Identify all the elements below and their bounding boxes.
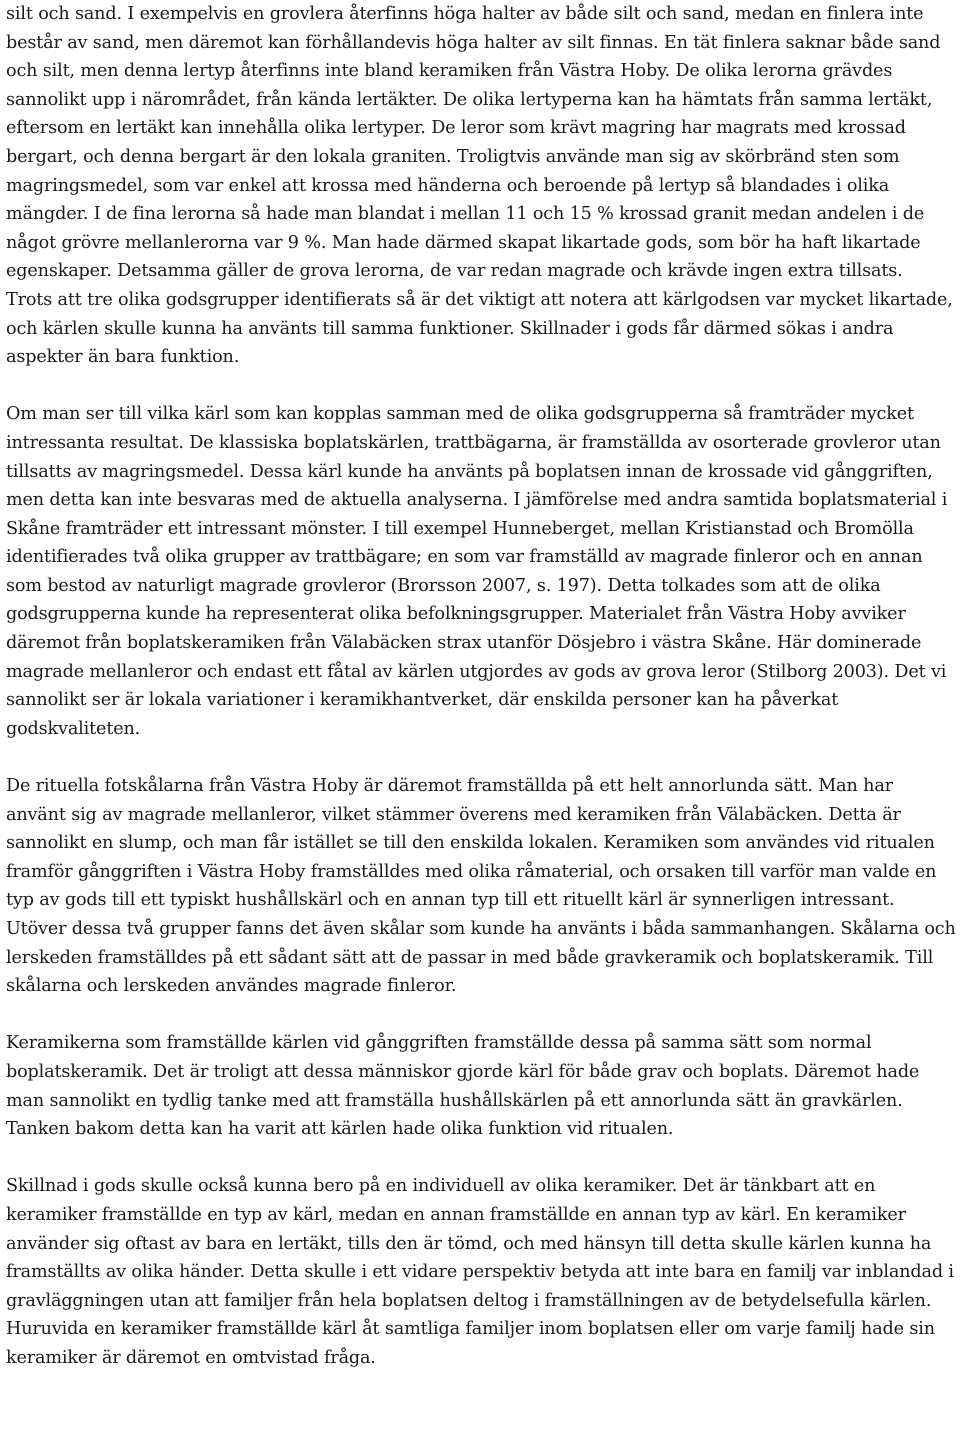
body-paragraph-1: silt och sand. I exempelvis en grovlera återfinns höga halter av både silt och sand, medan en finlera inte består av sand, men däremot kan förhållandevis höga halter av silt finnas. En tät finlera saknar både sand och silt, men denna lertyp återfinns inte bland keramiken från Västra Hoby. De olika lerorna grävdes sannolikt upp i närområdet, från kända lertäkter. De olika lertyperna kan ha hämtats från samma lertäkt, eftersom en lertäkt kan innehålla olika lertyper. De leror som krävt magring har magrats med krossad bergart, och denna bergart är den lokala graniten. Troligtvis använde man sig av skörbränd sten som magringsmedel, som var enkel att krossa med händerna och beroende på lertyp så blandades i olika mängder. I de fina lerorna så hade man blandat i mellan 11 och 15 % krossad granit medan andelen i de något grövre mellanlerorna var 9 %. Man hade därmed skapat likartade gods, som bör ha haft likartade egenskaper. Detsamma gäller de grova lerorna, de var redan magrade och krävde ingen extra tillsats. (6, 4, 941, 282)
paragraph-spacer (6, 1001, 956, 1030)
document-page (6, 0, 956, 1373)
body-paragraph-6: Skillnad i gods skulle också kunna bero på en individuell av olika keramiker. Det är tänkbart att en keramiker framställde en typ av kärl, medan en annan framställde en annan typ av kärl. En keramiker använder sig oftast av bara en lertäkt, tills den är tömd, och med hänsyn till detta skulle kärlen kunna ha framställts av olika händer. Detta skulle i ett vidare perspektiv betyda att inte bara en familj var inblandad i gravläggningen utan att familjer från hela boplatsen deltog i framställningen av de betydelsefulla kärlen. Huruvida en keramiker framställde kärl åt samtliga familjer inom boplatsen eller om varje familj hade sin keramiker är däremot en omtvistad fråga. (6, 1176, 954, 1368)
paragraph-spacer (6, 743, 956, 772)
body-paragraph-2: Trots att tre olika godsgrupper identifierats så är det viktigt att notera att kärlgodsen var mycket likartade, och kärlen skulle kunna ha använts till samma funktioner. Skillnader i gods får därmed sökas i andra aspekter än bara funktion. (6, 289, 953, 368)
paragraph-spacer (6, 1144, 956, 1173)
body-paragraph-4: De rituella fotskålarna från Västra Hoby är däremot framställda på ett helt annorlunda sätt. Man har använt sig av magrade mellanleror, vilket stämmer överens med keramiken från Välabäcken. Detta är sannolikt en slump, och man får istället se till den enskilda lokalen. Keramiken som användes vid ritualen framför gånggriften i Västra Hoby framställdes med olika råmaterial, och orsaken till varför man valde en typ av gods till ett typiskt hushållskärl och en annan typ till ett rituellt kärl är synnerligen intressant. Utöver dessa två grupper fanns det även skålar som kunde ha använts i båda sammanhangen. Skålarna och lerskeden framställdes på ett sådant sätt att de passar in med både gravkeramik och boplatskeramik. Till skålarna och lerskeden användes magrade finleror. (6, 776, 956, 997)
paragraph-spacer (6, 372, 956, 401)
body-paragraph-5: Keramikerna som framställde kärlen vid gånggriften framställde dessa på samma sätt som normal boplatskeramik. Det är troligt att dessa människor gjorde kärl för både grav och boplats. Däremot hade man sannolikt en tydlig tanke med att framställa hushållskärlen på ett annorlunda sätt än gravkärlen. Tanken bakom detta kan ha varit att kärlen hade olika funktion vid ritualen. (6, 1033, 920, 1140)
body-paragraph-3: Om man ser till vilka kärl som kan kopplas samman med de olika godsgrupperna så framträder mycket intressanta resultat. De klassiska boplatskärlen, trattbägarna, är framställda av osorterade grovleror utan tillsatts av magringsmedel. Dessa kärl kunde ha använts på boplatsen innan de krossade vid gånggriften, men detta kan inte besvaras med de aktuella analyserna. I jämförelse med andra samtida boplatsmaterial i Skåne framträder ett intressant mönster. I till exempel Hunneberget, mellan Kristianstad och Bromölla identifierades två olika grupper av trattbägare; en som var framställd av magrade finleror och en annan som bestod av naturligt magrade grovleror (Brorsson 2007, s. 197). Detta tolkades som att de olika godsgrupperna kunde ha representerat olika befolkningsgrupper. Materialet från Västra Hoby avviker däremot från boplatskeramiken från Välabäcken strax utanför Dösjebro i västra Skåne. Här dominerade magrade mellanleror och endast ett fåtal av kärlen utgjordes av gods av grova leror (Stilborg 2003). Det vi sannolikt ser är lokala variationer i keramikhantverket, där enskilda personer kan ha påverkat godskvaliteten. (6, 404, 948, 739)
